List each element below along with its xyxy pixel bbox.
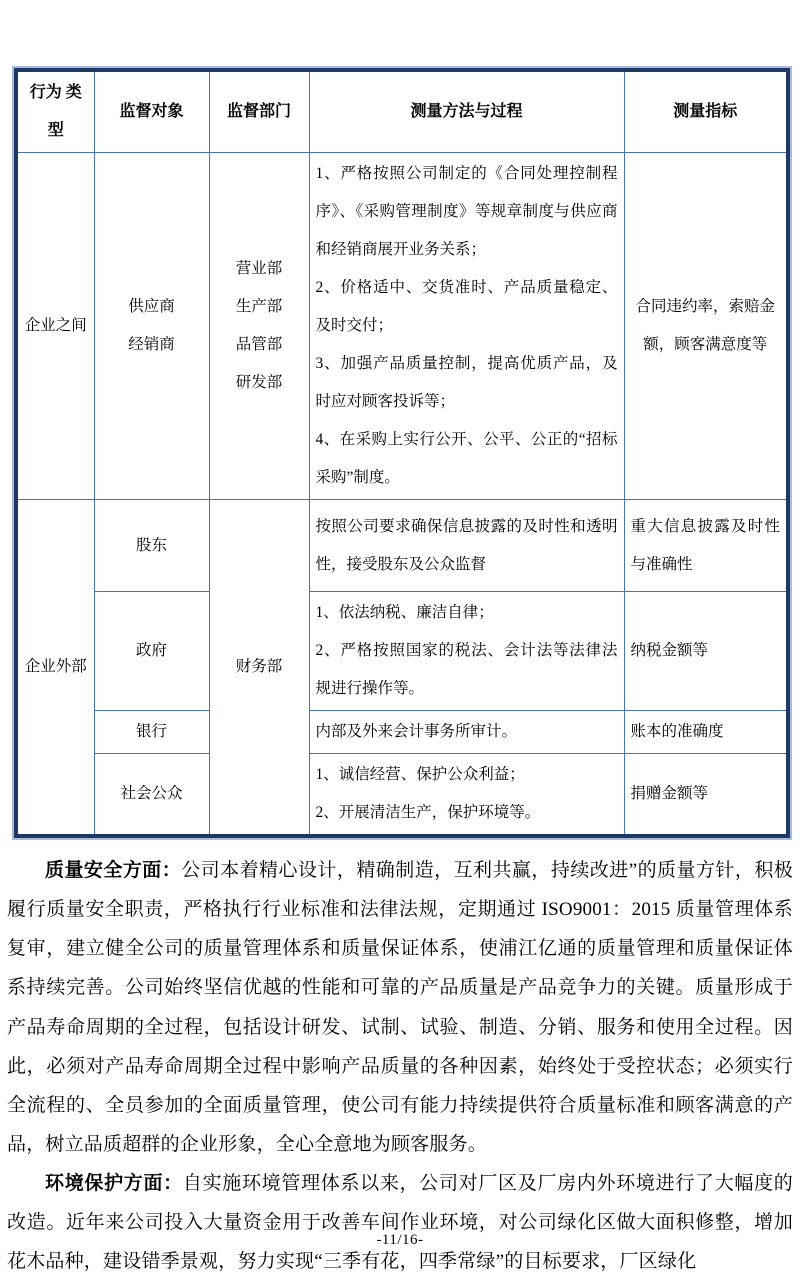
paragraph-body: 自实施环境管理体系以来，公司对厂区及厂房内外环境进行了大幅度的改造。近年来公司投入大量资金用于改善车间作业环境，对公司绿化区做大面积修整，增加花木品种，建设错季景观，努力实现“三季有花，四季常绿”的目标要求，厂区绿化 — [7, 1173, 794, 1273]
header-indicator: 测量指标 — [624, 70, 788, 153]
cell-target-shareholder: 股东 — [94, 500, 209, 592]
cell-targets-between — [94, 153, 209, 500]
method-item: 1、诚信经营、保护公众利益； — [315, 766, 525, 783]
cell-departments-between — [209, 153, 309, 500]
cell-target-bank: 银行 — [94, 711, 209, 754]
department-line: 生产部 — [235, 298, 283, 315]
method-item: 1、依法纳税、廉洁自律； — [315, 604, 494, 621]
cell-target-public: 社会公众 — [94, 754, 209, 837]
table-row — [16, 500, 788, 592]
header-behavior-type: 行为 类型 — [16, 70, 94, 153]
cell-indicator-public: 捐赠金额等 — [624, 754, 788, 837]
department-line: 研发部 — [235, 374, 283, 391]
table-row — [16, 711, 788, 754]
cell-indicator-between: 合同违约率，索赔金额，顾客满意度等 — [624, 153, 788, 500]
header-supervised-object: 监督对象 — [94, 70, 209, 153]
cell-target-government: 政府 — [94, 592, 209, 711]
cell-methods-shareholder — [309, 500, 624, 592]
department-line: 营业部 — [235, 260, 283, 277]
table-row — [16, 754, 788, 837]
method-item: 按照公司要求确保信息披露的及时性和透明性，接受股东及公众监督 — [315, 517, 618, 573]
method-item: 2、严格按照国家的税法、会计法等法律法规进行操作等。 — [315, 642, 618, 697]
target-line: 供应商 — [128, 298, 175, 315]
cell-indicator-bank: 账本的准确度 — [624, 711, 788, 754]
method-item: 内部及外来会计事务所审计。 — [315, 723, 518, 740]
method-item: 1、严格按照公司制定的《合同处理控制程序》、《采购管理制度》等规章制度与供应商和经销商展开业务关系； — [315, 165, 618, 258]
method-item: 2、开展清洁生产，保护环境等。 — [315, 804, 541, 821]
header-method-process: 测量方法与过程 — [309, 70, 624, 153]
method-item: 4、在采购上实行公开、公平、公正的“招标采购”制度。 — [315, 431, 618, 486]
cell-methods-government — [309, 592, 624, 711]
cell-type-external: 企业外部 — [16, 500, 94, 837]
cell-methods-bank — [309, 711, 624, 754]
table-row — [16, 153, 788, 500]
body-text — [7, 851, 793, 1275]
paragraph-body: 公司本着精心设计，精确制造，互利共赢，持续改进”的质量方针，积极履行质量安全职责，严格执行行业标准和法律法规，定期通过 ISO9001：2015 质量管理体系复审，建立健全公司的质量管理体系和质量保证体系，使浦江亿通的质量管理和质量保证体系持续完善。公司始终坚信优越的性能和可靠的产品质量是产品竞争力的关键。质量形成于产品寿命周期的全过程，包括设计研发、试制、试验、制造、分销、服务和使用全过程。因此，必须对产品寿命周期全过程中影响产品质量的各种因素，始终处于受控状态；必须实行全流程的、全员参加的全面质量管理，使公司有能力持续提供符合质量标准和顾客满意的产品，树立品质超群的企业形象，全心全意地为顾客服务。 — [7, 860, 793, 1155]
cell-methods-public — [309, 754, 624, 837]
paragraph-quality-safety — [7, 851, 793, 1164]
cell-indicator-shareholder: 重大信息披露及时性与准确性 — [624, 500, 788, 592]
cell-department-finance: 财务部 — [209, 500, 309, 837]
table-row — [16, 592, 788, 711]
department-line: 品管部 — [235, 336, 283, 353]
table-header-row — [16, 70, 788, 153]
cell-methods-between — [309, 153, 624, 500]
cell-indicator-government: 纳税金额等 — [624, 592, 788, 711]
header-supervising-dept: 监督部门 — [209, 70, 309, 153]
paragraph-environment — [7, 1164, 793, 1275]
target-line: 经销商 — [128, 336, 175, 353]
method-item: 3、加强产品质量控制，提高优质产品，及时应对顾客投诉等； — [315, 355, 618, 410]
page-number: -11/16- — [376, 1232, 424, 1248]
paragraph-lead: 质量安全方面： — [45, 860, 182, 881]
method-item: 2、价格适中、交货准时、产品质量稳定、及时交付； — [315, 279, 618, 334]
paragraph-lead: 环境保护方面： — [45, 1173, 183, 1194]
cell-type-between: 企业之间 — [16, 153, 94, 500]
supervision-table — [14, 68, 790, 838]
